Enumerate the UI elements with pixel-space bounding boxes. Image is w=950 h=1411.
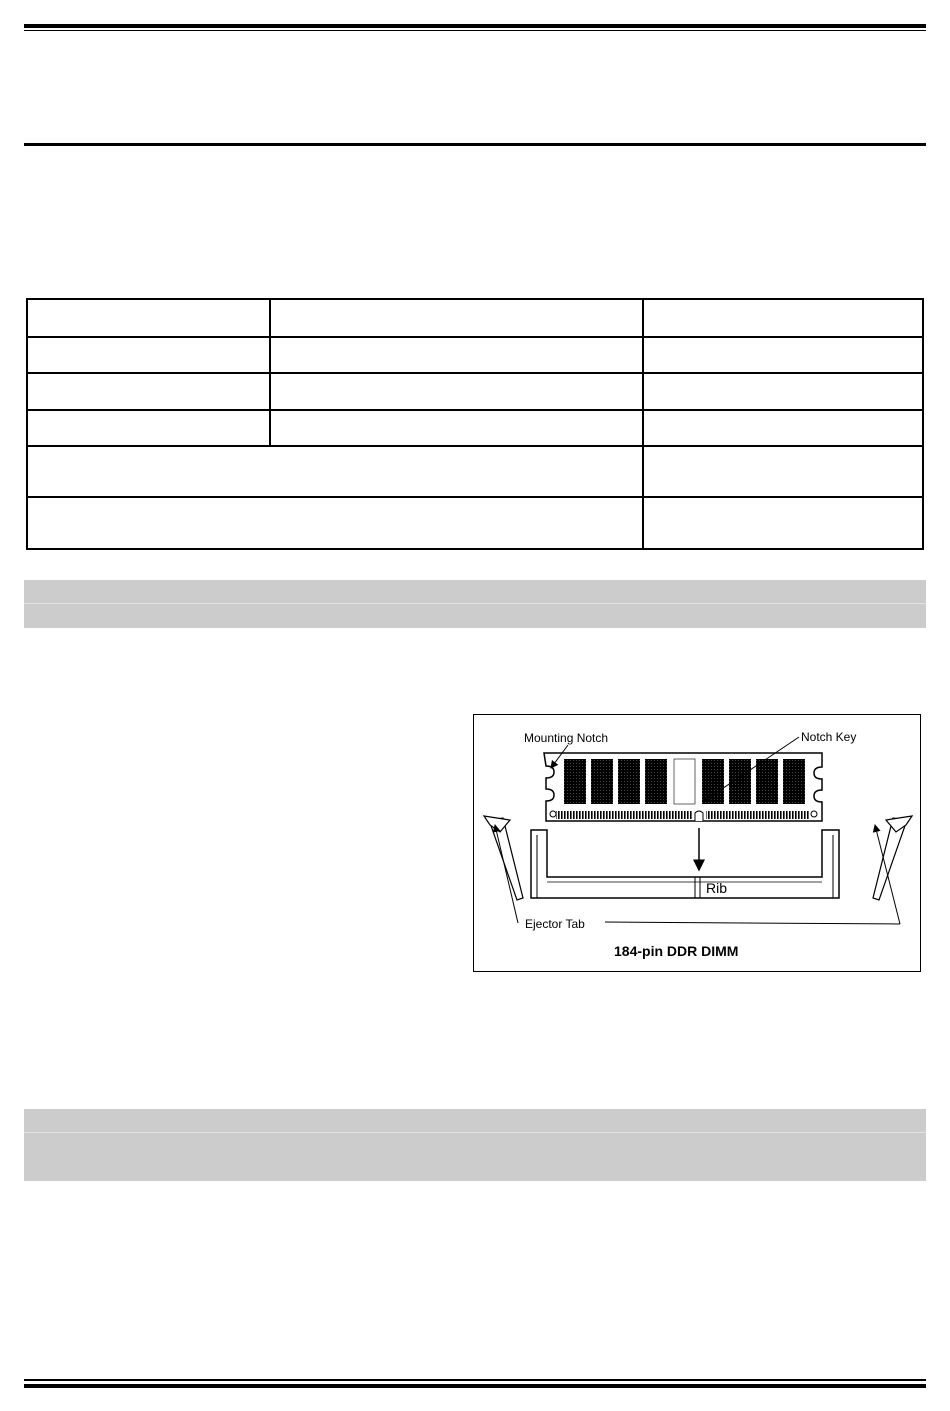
notch-key <box>695 811 703 821</box>
title-underline-rule <box>24 143 926 146</box>
table-row <box>27 446 923 497</box>
spec-table <box>26 298 924 550</box>
table-cell <box>643 337 923 373</box>
label-mounting-notch: Mounting Notch <box>524 731 609 745</box>
table-cell <box>643 299 923 337</box>
section-band-divider <box>24 603 926 604</box>
label-rib: Rib <box>706 880 728 896</box>
label-ejector-tab: Ejector Tab <box>525 917 585 931</box>
table-cell <box>643 373 923 410</box>
table-cell-merged <box>27 497 643 549</box>
table-cell <box>643 497 923 549</box>
memory-chip-blank <box>674 759 695 804</box>
table-cell <box>270 410 643 446</box>
table-cell-merged <box>27 446 643 497</box>
table-row <box>27 497 923 549</box>
table-cell <box>27 299 270 337</box>
dimm-slot <box>531 830 839 898</box>
label-notch-key: Notch Key <box>801 730 857 744</box>
memory-chips <box>564 759 805 804</box>
table-cell <box>27 373 270 410</box>
memory-chip <box>756 759 778 804</box>
section-heading-band <box>24 1109 926 1181</box>
table-row <box>27 373 923 410</box>
table-row <box>27 337 923 373</box>
section-heading-band <box>24 580 926 628</box>
ejector-tab-right <box>873 818 907 900</box>
table-cell <box>270 299 643 337</box>
header-rule-thick <box>24 24 926 28</box>
footer-rule-thin <box>24 1379 926 1381</box>
table-cell <box>643 446 923 497</box>
dimm-diagram-svg <box>474 715 922 973</box>
mounting-hole <box>811 811 817 817</box>
table-cell <box>27 410 270 446</box>
edge-pins-right <box>706 811 810 819</box>
memory-chip <box>618 759 640 804</box>
memory-chip <box>564 759 586 804</box>
dimm-diagram <box>473 714 921 972</box>
memory-chip <box>591 759 613 804</box>
mounting-hole <box>550 811 556 817</box>
ejector-tab-left <box>489 818 523 900</box>
figure-caption: 184-pin DDR DIMM <box>614 943 739 959</box>
table-cell <box>270 373 643 410</box>
leader-ejector-bottom <box>605 922 900 924</box>
table-cell <box>643 410 923 446</box>
footer-rule-thick <box>24 1384 926 1388</box>
memory-chip <box>783 759 805 804</box>
table-cell <box>27 337 270 373</box>
section-band-divider <box>24 1132 926 1133</box>
table-cell <box>270 337 643 373</box>
header-rule-thin <box>24 30 926 31</box>
memory-chip <box>702 759 724 804</box>
edge-pins-left <box>556 811 692 819</box>
memory-chip <box>645 759 667 804</box>
table-row <box>27 299 923 337</box>
table-row <box>27 410 923 446</box>
